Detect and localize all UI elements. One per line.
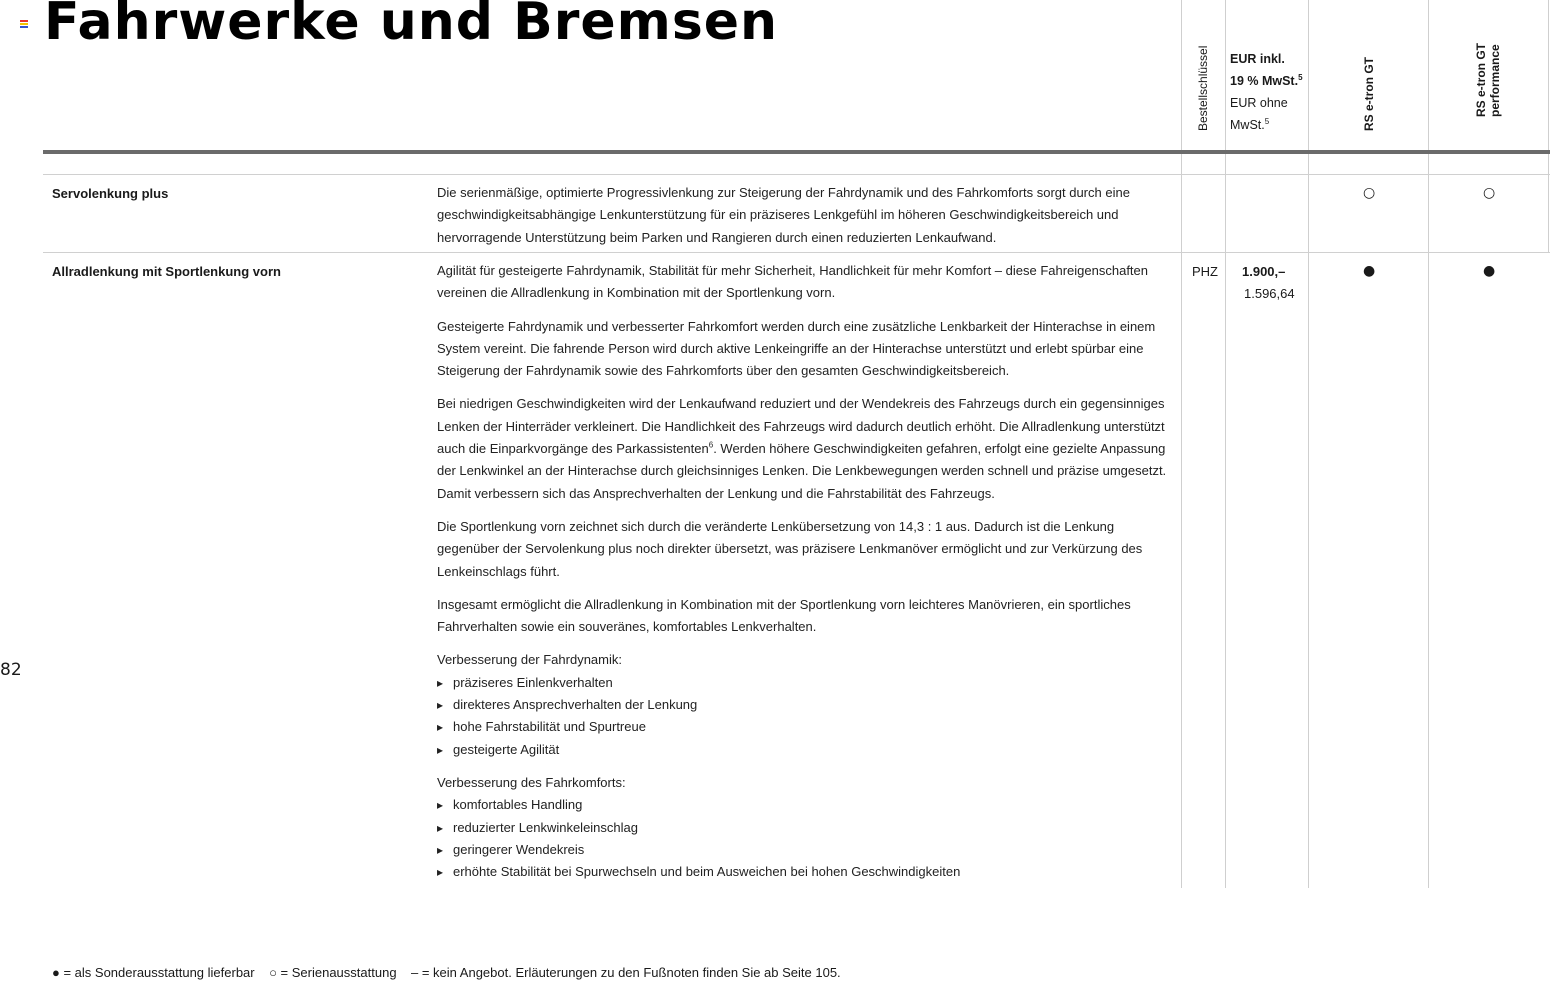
comfort-list [437, 794, 1175, 883]
row-paragraph-part: Bei niedrigen Geschwindigkeiten wird der Lenkaufwand reduziert und der Wendekreis des Fahrzeugs durch ein gegensinniges Lenken der Hinterräder verkleinert. Die Handlichkeit des Fahrzeugs wird dadurch deutlich erhöht. Die Allradlenkung unterstützt auch die Einparkvorgänge des Parkassistenten [437, 396, 1165, 457]
row-paragraph: Insgesamt ermöglicht die Allradlenkung in Kombination mit der Sportlenkung vorn leichteres Manövrieren, ein sportliches Fahrverhalten sowie ein souveränes, komfortables Lenkverhalten. [437, 596, 1131, 635]
flag-icon [20, 20, 28, 29]
row-paragraph: Gesteigerte Fahrdynamik und verbesserter Fahrkomfort werden durch eine zusätzliche Lenkbarkeit der Hinterachse in einem System vereint. Die fahrende Person wird durch aktive Lenkeingriffe an der Hinterachse unterstützt und erlebt spürbar eine Steigerung der Fahrdynamik sowie des Fahrkomforts über den gesamten Geschwindigkeitsbereich. [437, 318, 1156, 379]
legend-optional: = als Sonderausstattung lieferbar [59, 965, 255, 980]
order-code: PHZ [1192, 264, 1218, 279]
filled-dot-icon: ● [52, 965, 60, 980]
header-model-2 [1474, 15, 1514, 145]
list-item: ▸ komfortables Handling [437, 794, 1175, 816]
list-heading: Verbesserung der Fahrdynamik: [437, 652, 622, 668]
row-paragraph-part: . Werden höhere Geschwindigkeiten gefahren, erfolgt eine gezielte Anpassung der Lenkwinkel an der Hinterachse durch gleichsinniges Lenken. Die Lenkbewegungen werden schnell und präzise umgesetzt. Damit verbessern sich das Ansprechverhalten der Lenkung und die Fahrstabilität des Fahrzeugs. [437, 441, 1167, 501]
legend [52, 965, 841, 980]
list-item: ▸ präziseres Einlenkverhalten [437, 672, 1175, 694]
flag-stripe-red [20, 20, 28, 22]
header-model-1-label: RS e-tron GT [1362, 57, 1376, 131]
standard-equipment-mark: ○ [1483, 185, 1496, 201]
price-excl-line2: MwSt. [1230, 118, 1265, 132]
open-circle-icon: ○ [269, 965, 277, 980]
optional-equipment-mark: ● [1483, 263, 1496, 279]
row-title: Allradlenkung mit Sportlenkung vorn [52, 264, 281, 279]
flag-stripe-yellow [20, 23, 28, 25]
list-item: ▸ gesteigerte Agilität [437, 739, 1175, 761]
header-model-2-line1: RS e-tron GT [1474, 43, 1488, 117]
dynamics-list [437, 672, 1175, 761]
price-excl: 1.596,64 [1244, 286, 1295, 301]
price-incl-line1: EUR inkl. [1230, 52, 1285, 66]
header-model-2-label [1474, 43, 1502, 117]
row-divider [43, 174, 1550, 175]
header-model-2-line2: performance [1488, 44, 1502, 117]
header-price [1230, 48, 1303, 136]
price-incl-footnote: 5 [1298, 72, 1303, 82]
price-incl-line2: 19 % MwSt. [1230, 74, 1299, 88]
header-order-key-label: Bestellschlüssel [1196, 45, 1210, 131]
page-title: Fahrwerke und Bremsen [44, 0, 779, 52]
col-divider [1181, 0, 1182, 888]
legend-standard: = Serienausstattung [276, 965, 397, 980]
flag-stripe-blue [20, 26, 28, 28]
col-divider [1548, 0, 1549, 253]
row-paragraph [437, 393, 1175, 504]
list-item: ▸ direkteres Ansprechverhalten der Lenkung [437, 694, 1175, 716]
price-incl: 1.900,– [1242, 264, 1286, 279]
row-paragraph: Die serienmäßige, optimierte Progressivlenkung zur Steigerung der Fahrdynamik und des Fahrkomforts sorgt durch eine geschwindigkeitsabhängige Lenkunterstützung für ein präziseres Lenkgefühl im höheren Geschwindigkeitsbereich und hervorragende Unterstützung beim Parken und Rangieren durch einen reduzierten Lenkaufwand. [437, 185, 1130, 245]
page-number: 82 [0, 660, 22, 680]
optional-equipment-mark: ● [1363, 263, 1376, 279]
standard-equipment-mark: ○ [1363, 185, 1376, 201]
row-paragraph: Die Sportlenkung vorn zeichnet sich durch die veränderte Lenkübersetzung von 14,3 : 1 aus. Dadurch ist die Lenkung gegenüber der Servolenkung plus noch direkter übersetzt, was präzisere Lenkmanöver ermöglicht und zur Verkürzung des Lenkeinschlags führt. [437, 518, 1143, 579]
list-item: ▸ hohe Fahrstabilität und Spurtreue [437, 716, 1175, 738]
list-item: ▸ reduzierter Lenkwinkeleinschlag [437, 817, 1175, 839]
list-item: ▸ erhöhte Stabilität bei Spurwechseln und beim Ausweichen bei hohen Geschwindigkeiten [437, 861, 1175, 883]
price-excl-footnote: 5 [1264, 116, 1270, 126]
price-excl-line1: EUR ohne [1230, 96, 1288, 110]
list-item: ▸ geringerer Wendekreis [437, 839, 1175, 861]
header-model-1 [1362, 15, 1402, 145]
footnote-ref: 6 [708, 440, 714, 450]
row-title: Servolenkung plus [52, 186, 169, 201]
list-heading: Verbesserung des Fahrkomforts: [437, 774, 626, 790]
legend-not-available: – = kein Angebot. Erläuterungen zu den Fußnoten finden Sie ab Seite 105. [411, 965, 841, 980]
row-description [437, 182, 1175, 260]
col-divider [1428, 0, 1429, 888]
col-divider [1308, 0, 1309, 888]
row-paragraph: Agilität für gesteigerte Fahrdynamik, Stabilität für mehr Sicherheit, Handlichkeit für mehr Komfort – diese Fahreigenschaften vereinen die Allradlenkung in Kombination mit der Sportlenkung vorn. [437, 263, 1149, 301]
row-description [437, 260, 1175, 894]
header-rule [43, 150, 1550, 154]
